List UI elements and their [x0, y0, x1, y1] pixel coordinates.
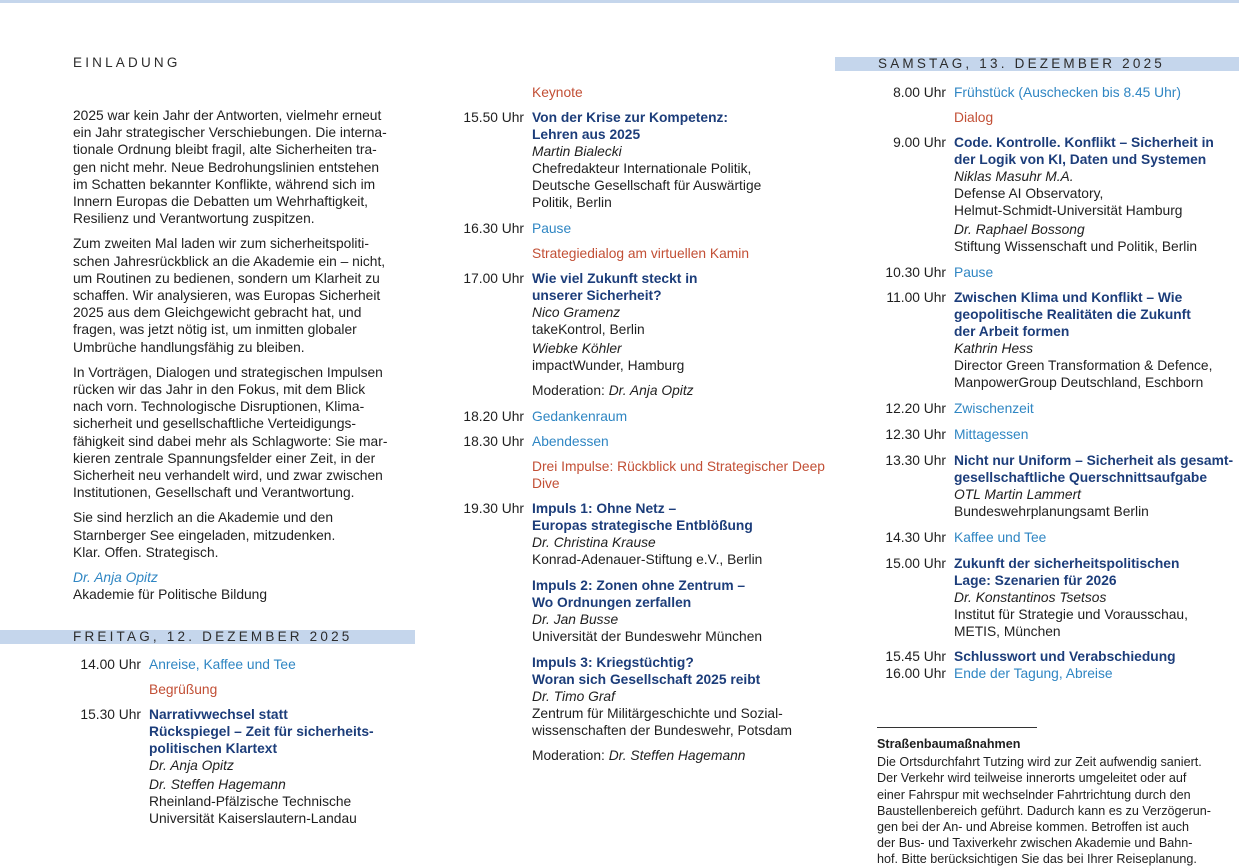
session-title: Impuls 1: Ohne Netz – — [532, 501, 677, 516]
intro-line: sicherheit und gesellschaftliche Verteidigungs- — [73, 416, 357, 432]
speaker-affiliation: Chefredakteur Internationale Politik, — [532, 161, 752, 176]
session-body — [532, 109, 825, 211]
speaker-affiliation: impactWunder, Hamburg — [532, 358, 685, 373]
intro-line: im Schatten bekannter Konflikte, während sich im — [73, 176, 376, 192]
session-body — [954, 452, 1238, 520]
session-time: 13.30 Uhr — [885, 453, 946, 468]
session-title: Europas strategische Entblößung — [532, 518, 753, 533]
intro-paragraph — [73, 509, 408, 561]
session-body — [532, 500, 825, 568]
session-title: Von der Krise zur Kompetenz: — [532, 110, 728, 125]
session-time: 16.30 Uhr — [463, 221, 524, 236]
program-session — [876, 289, 1238, 391]
intro-line: um Routinen zu bedienen, sondern um Klarheit zu — [73, 270, 380, 286]
speaker-affiliation: Universität der Bundeswehr München — [532, 629, 763, 644]
session-time — [876, 109, 954, 126]
session-body — [954, 555, 1238, 640]
session-title: politischen Klartext — [149, 741, 278, 756]
break-label: Mittagessen — [954, 427, 1029, 442]
session-time: 16.00 Uhr — [885, 666, 946, 681]
intro-line: tionale Ordnung bleibt fragil, alte Sicherheiten tra- — [73, 142, 377, 158]
session-time — [455, 577, 532, 645]
speaker-name: Dr. Steffen Hagemann — [149, 777, 286, 792]
intro-line: Sicherheit neu verhandelt wird, und zwar zwischen — [73, 468, 383, 484]
program-session — [876, 452, 1238, 520]
notice-line: einer Fahrspur mit wechselnder Fahrtrichtung durch den — [877, 787, 1191, 802]
session-time: 15.50 Uhr — [463, 110, 524, 125]
speaker-affiliation: Universität Kaiserslautern-Landau — [149, 811, 357, 826]
intro-line: Sie sind herzlich an die Akademie und den — [73, 510, 334, 526]
signature-name: Dr. Anja Opitz — [73, 570, 158, 586]
program-break — [455, 408, 825, 425]
speaker-affiliation: METIS, München — [954, 624, 1061, 639]
speaker-name: Dr. Timo Graf — [532, 689, 615, 704]
program-session — [73, 706, 418, 827]
notice-line: der Bus- und Taxiverkehr zwischen Akademie und Bahn- — [877, 836, 1193, 851]
break-label: Pause — [954, 265, 994, 280]
program-session — [455, 270, 825, 399]
road-works-notice — [877, 727, 1227, 868]
session-title: Nicht nur Uniform – Sicherheit als gesamt- — [954, 453, 1234, 468]
session-time: 14.30 Uhr — [885, 530, 946, 545]
notice-heading: Straßenbaumaßnahmen — [877, 737, 1021, 751]
break-label: Anreise, Kaffee und Tee — [149, 657, 296, 672]
program-session — [876, 555, 1238, 640]
program-break — [73, 656, 418, 673]
session-time: 10.30 Uhr — [885, 265, 946, 280]
section-heading-einladung: EINLADUNG — [73, 55, 181, 70]
intro-line: Zum zweiten Mal laden wir zum sicherheitspoliti- — [73, 236, 369, 252]
session-body — [532, 654, 825, 764]
program-friday — [73, 656, 418, 827]
speaker-name: Wiebke Köhler — [532, 341, 622, 356]
session-time — [455, 458, 532, 492]
speaker-affiliation: Rheinland-Pfälzische Technische — [149, 794, 352, 809]
speaker-name: Dr. Christina Krause — [532, 535, 656, 550]
session-body — [954, 134, 1238, 255]
program-session — [455, 500, 825, 568]
session-title: geopolitische Realitäten die Zukunft — [954, 307, 1191, 322]
speaker-affiliation: Deutsche Gesellschaft für Auswärtige — [532, 178, 762, 193]
speaker-affiliation: Stiftung Wissenschaft und Politik, Berlin — [954, 239, 1198, 254]
intro-text — [73, 107, 408, 603]
moderator-name: Dr. Steffen Hagemann — [608, 748, 746, 763]
session-time: 15.30 Uhr — [80, 707, 141, 722]
break-label: Frühstück (Auschecken bis 8.45 Uhr) — [954, 85, 1181, 100]
speaker-affiliation: wissenschaften der Bundeswehr, Potsdam — [532, 723, 792, 738]
session-time: 12.20 Uhr — [885, 401, 946, 416]
speaker-name: Dr. Konstantinos Tsetsos — [954, 590, 1107, 605]
session-time: 12.30 Uhr — [885, 427, 946, 442]
session-body — [532, 577, 825, 645]
session-body — [954, 648, 1238, 665]
speaker-name: Dr. Anja Opitz — [149, 758, 234, 773]
intro-line: fähigkeit sind dabei mehr als Schlagworte: Sie mar- — [73, 433, 388, 449]
notice-body — [877, 754, 1227, 867]
session-title: Lehren aus 2025 — [532, 127, 641, 142]
session-body — [954, 264, 1238, 281]
intro-line: schaffen. Wir analysieren, was Europas Sicherheit — [73, 288, 381, 304]
speaker-name: Niklas Masuhr M.A. — [954, 169, 1074, 184]
session-time: 11.00 Uhr — [886, 290, 946, 305]
session-body — [954, 289, 1238, 391]
section-label: Keynote — [532, 85, 583, 100]
session-title: Wo Ordnungen zerfallen — [532, 595, 692, 610]
session-title: unserer Sicherheit? — [532, 288, 662, 303]
section-label: Drei Impulse: Rückblick und Strategischer Deep Dive — [532, 459, 825, 491]
program-break — [876, 400, 1238, 417]
session-time — [455, 245, 532, 262]
session-body — [532, 220, 825, 237]
session-title: gesellschaftliche Querschnittsaufgabe — [954, 470, 1208, 485]
program-break — [876, 529, 1238, 546]
session-title: Code. Kontrolle. Konflikt – Sicherheit in — [954, 135, 1214, 150]
break-label: Kaffee und Tee — [954, 530, 1047, 545]
session-body — [149, 656, 418, 673]
notice-line: Der Verkehr wird teilweise innerorts umgeleitet oder auf — [877, 771, 1187, 786]
notice-line: hof. Bitte berücksichtigen Sie das bei Ihrer Reiseplanung. — [877, 852, 1197, 867]
session-time: 15.45 Uhr — [885, 649, 946, 664]
speaker-name: Dr. Raphael Bossong — [954, 222, 1085, 237]
session-time — [73, 681, 149, 698]
program-section-label — [876, 109, 1238, 126]
intro-line: ein Jahr strategischer Verschiebungen. Die interna- — [73, 125, 387, 141]
session-title: Impuls 2: Zonen ohne Zentrum – — [532, 578, 746, 593]
break-label: Abendessen — [532, 434, 609, 449]
speaker-name: Dr. Jan Busse — [532, 612, 619, 627]
intro-line: 2025 war kein Jahr der Antworten, vielmehr erneut — [73, 108, 382, 123]
session-title: der Arbeit formen — [954, 324, 1070, 339]
speaker-name: Nico Gramenz — [532, 305, 621, 320]
notice-rule — [877, 727, 1037, 728]
section-label: Strategiedialog am virtuellen Kamin — [532, 246, 750, 261]
session-title: Rückspiegel – Zeit für sicherheits- — [149, 724, 374, 739]
notice-line: Die Ortsdurchfahrt Tutzing wird zur Zeit aufwendig saniert. — [877, 755, 1202, 770]
signature-org: Akademie für Politische Bildung — [73, 587, 268, 603]
notice-line: Baustellenbereich geführt. Dadurch kann es zu Verzögerun- — [877, 803, 1211, 818]
intro-line: Starnberger See eingeladen, mitzudenken. — [73, 527, 336, 543]
speaker-name: Kathrin Hess — [954, 341, 1033, 356]
intro-line: fragen, was jetzt nötig ist, um inmitten globaler — [73, 322, 357, 338]
session-time: 19.30 Uhr — [463, 501, 524, 516]
notice-line: gen bei der An- und Abreise kommen. Betroffen ist auch — [877, 820, 1190, 835]
speaker-affiliation: Helmut-Schmidt-Universität Hamburg — [954, 203, 1183, 218]
program-session — [455, 109, 825, 211]
session-body — [149, 681, 418, 698]
session-body — [954, 84, 1238, 101]
session-title: Narrativwechsel statt — [149, 707, 288, 722]
session-time — [455, 84, 532, 101]
program-section-label — [455, 458, 825, 492]
speaker-affiliation: Director Green Transformation & Defence, — [954, 358, 1213, 373]
program-section-label — [73, 681, 418, 698]
moderation-label: Moderation: — [532, 748, 609, 763]
speaker-affiliation: Bundeswehrplanungsamt Berlin — [954, 504, 1149, 519]
session-title: der Logik von KI, Daten und Systemen — [954, 152, 1207, 167]
day-heading-saturday: SAMSTAG, 13. DEZEMBER 2025 — [835, 57, 1239, 71]
session-title: Impuls 3: Kriegstüchtig? — [532, 655, 694, 670]
speaker-affiliation: Institut für Strategie und Vorausschau, — [954, 607, 1188, 622]
speaker-name: Martin Bialecki — [532, 144, 622, 159]
session-time: 17.00 Uhr — [463, 271, 524, 286]
speaker-affiliation: Politik, Berlin — [532, 195, 612, 210]
program-friday-continued — [455, 84, 825, 764]
intro-line: Resilienz und Verantwortung zuspitzen. — [73, 211, 315, 227]
intro-line: schen Jahresrückblick an die Akademie ein – nicht, — [73, 253, 386, 269]
speaker-affiliation: Defense AI Observatory, — [954, 186, 1104, 201]
intro-paragraph — [73, 107, 408, 227]
session-body — [954, 400, 1238, 417]
intro-line: Klar. Offen. Strategisch. — [73, 544, 219, 560]
speaker-affiliation: Zentrum für Militärgeschichte und Sozial- — [532, 706, 783, 721]
session-time: 8.00 Uhr — [893, 85, 946, 100]
moderation — [532, 747, 825, 764]
moderation — [532, 382, 825, 399]
top-rule — [0, 0, 1239, 3]
session-title: Wie viel Zukunft steckt in — [532, 271, 698, 286]
moderation-label: Moderation: — [532, 383, 609, 398]
speaker-affiliation: ManpowerGroup Deutschland, Eschborn — [954, 375, 1204, 390]
session-time: 15.00 Uhr — [885, 556, 946, 571]
speaker-affiliation: takeKontrol, Berlin — [532, 322, 645, 337]
speaker-name: OTL Martin Lammert — [954, 487, 1082, 502]
session-time — [455, 654, 532, 764]
program-break — [455, 433, 825, 450]
session-body — [954, 529, 1238, 546]
session-body — [532, 433, 825, 450]
program-session — [455, 577, 825, 645]
intro-line: Innern Europas die Debatten um Wehrhaftigkeit, — [73, 194, 369, 210]
program-session — [876, 134, 1238, 255]
program-break — [876, 426, 1238, 443]
speaker-affiliation: Konrad-Adenauer-Stiftung e.V., Berlin — [532, 552, 763, 567]
intro-line: Umbrüche handlungsfähig zu bleiben. — [73, 339, 305, 355]
session-body — [149, 706, 418, 827]
session-body — [954, 665, 1238, 682]
program-break — [876, 665, 1238, 682]
intro-line: In Vorträgen, Dialogen und strategischen Impulsen — [73, 364, 383, 380]
session-time: 18.30 Uhr — [463, 434, 524, 449]
session-time: 9.00 Uhr — [893, 135, 946, 150]
session-time: 14.00 Uhr — [80, 657, 141, 672]
program-session — [455, 654, 825, 764]
intro-line: 2025 aus dem Gleichgewicht gebracht hat, und — [73, 305, 362, 321]
intro-line: kieren zentrale Spannungsfelder einer Zeit, in der — [73, 450, 376, 466]
intro-paragraph — [73, 364, 408, 502]
session-body — [532, 458, 825, 492]
section-label: Dialog — [954, 110, 994, 125]
program-break — [876, 264, 1238, 281]
session-body — [532, 408, 825, 425]
program-section-label — [455, 245, 825, 262]
session-body — [532, 84, 825, 101]
program-break — [876, 84, 1238, 101]
break-label: Gedankenraum — [532, 409, 628, 424]
moderator-name: Dr. Anja Opitz — [608, 383, 694, 398]
session-title: Lage: Szenarien für 2026 — [954, 573, 1117, 588]
session-title: Schlusswort und Verabschiedung — [954, 649, 1176, 664]
session-time: 18.20 Uhr — [463, 409, 524, 424]
day-heading-friday: FREITAG, 12. DEZEMBER 2025 — [0, 630, 415, 644]
program-saturday — [876, 84, 1238, 690]
program-section-label — [455, 84, 825, 101]
break-label: Zwischenzeit — [954, 401, 1034, 416]
session-body — [954, 109, 1238, 126]
program-break — [455, 220, 825, 237]
session-title: Zwischen Klima und Konflikt – Wie — [954, 290, 1183, 305]
session-body — [532, 245, 825, 262]
intro-line: gen nicht mehr. Neue Bedrohungslinien entstehen — [73, 159, 380, 175]
intro-line: rücken wir das Jahr in den Fokus, mit dem Blick — [73, 382, 366, 398]
section-label: Begrüßung — [149, 682, 218, 697]
intro-paragraph — [73, 235, 408, 355]
session-body — [532, 270, 825, 399]
intro-line: Institutionen, Gesellschaft und Verantwortung. — [73, 485, 355, 501]
program-session — [876, 648, 1238, 665]
break-label: Pause — [532, 221, 572, 236]
session-title: Zukunft der sicherheitspolitischen — [954, 556, 1180, 571]
session-body — [954, 426, 1238, 443]
intro-line: nach vorn. Technologische Disruptionen, Klima- — [73, 399, 365, 415]
break-label: Ende der Tagung, Abreise — [954, 666, 1113, 681]
session-title: Woran sich Gesellschaft 2025 reibt — [532, 672, 761, 687]
